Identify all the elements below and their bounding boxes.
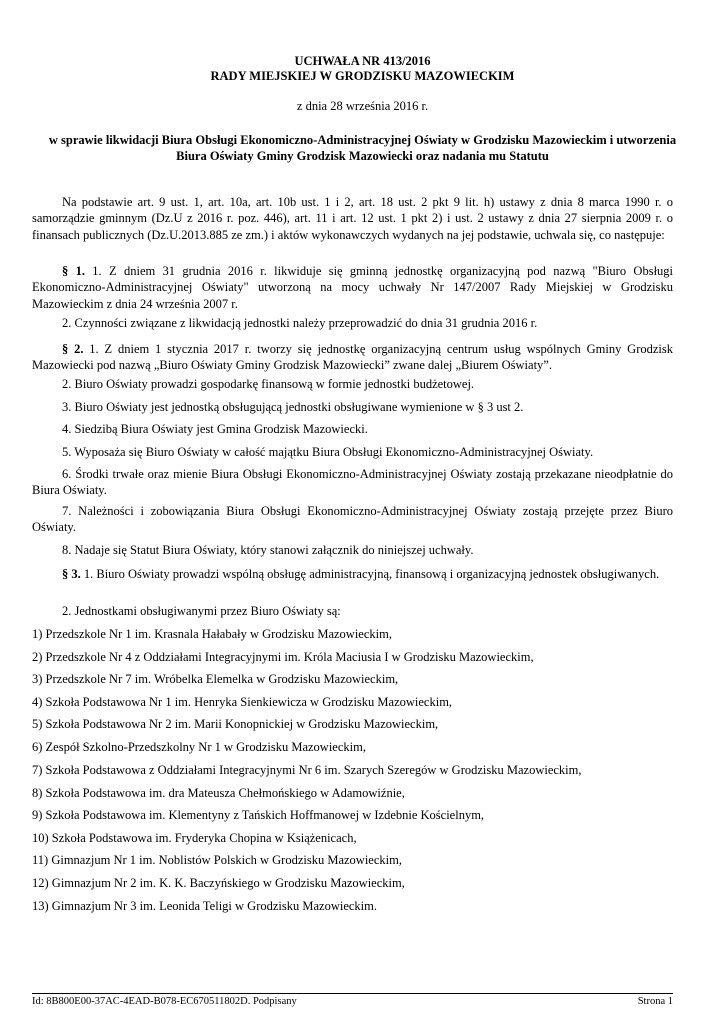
list-item: 5) Szkoła Podstawowa Nr 2 im. Marii Konopnickiej w Grodzisku Mazowieckim, xyxy=(32,717,439,731)
list-item: 1) Przedszkole Nr 1 im. Krasnala Hałabały w Grodzisku Mazowieckim, xyxy=(32,627,392,641)
section-2-paragraph-3: 3. Biuro Oświaty jest jednostką obsługującą jednostki obsługiwane wymienione w § 3 ust 2. xyxy=(62,400,524,414)
list-item: 8) Szkoła Podstawowa im. dra Mateusza Chełmońskiego w Adamowiźnie, xyxy=(32,786,405,800)
resolution-subject: w sprawie likwidacji Biura Obsługi Ekonomiczno-Administracyjnej Oświaty w Grodzisku Mazowieckim i utworzenia Biura Oświaty Gminy Grodzisk Mazowiecki oraz nadania mu Statutu xyxy=(48,133,677,163)
section-2-paragraph-7: 7. Należności i zobowiązania Biura Obsługi Ekonomiczno-Administracyjnej Oświaty zostają przejęte przez Biuro Oświaty. xyxy=(32,504,673,535)
list-item: 2) Przedszkole Nr 4 z Oddziałami Integracyjnymi im. Króla Maciusia I w Grodzisku Mazowieckim, xyxy=(32,650,534,664)
resolution-date: z dnia 28 września 2016 r. xyxy=(296,99,429,113)
section-1-paragraph-1-text: 1. Z dniem 31 grudnia 2016 r. likwiduje się gminną jednostkę organizacyjną pod nazwą "Biuro Obsługi Ekonomiczno-Administracyjnej Oświaty" utworzoną na mocy uchwały Nr 147/2007 Rady Miejskiej w Grodzisku Mazowieckim z dnia 24 września 2007 r. xyxy=(32,264,674,311)
footer-divider xyxy=(32,993,673,994)
section-2-paragraph-4: 4. Siedzibą Biura Oświaty jest Gmina Grodzisk Mazowiecki. xyxy=(62,422,368,436)
section-2-paragraph-2: 2. Biuro Oświaty prowadzi gospodarkę finansową w formie jednostki budżetowej. xyxy=(62,377,475,391)
section-3-paragraph-2: 2. Jednostkami obsługiwanymi przez Biuro Oświaty są: xyxy=(62,604,341,618)
section-3-paragraph-1 xyxy=(32,566,673,582)
list-item: 7) Szkoła Podstawowa z Oddziałami Integracyjnymi Nr 6 im. Szarych Szeregów w Grodzisku Mazowieckim, xyxy=(32,763,582,777)
section-2-paragraph-8: 8. Nadaje się Statut Biura Oświaty, który stanowi załącznik do niniejszej uchwały. xyxy=(62,543,474,557)
document-id: Id: 8B800E00-37AC-4EAD-B078-EC670511802D. Podpisany xyxy=(32,996,297,1007)
section-2-paragraph-6: 6. Środki trwałe oraz mienie Biura Obsługi Ekonomiczno-Administracyjnej Oświaty zostają przekazane nieodpłatnie do Biura Oświaty. xyxy=(32,467,673,498)
section-1-paragraph-2: 2. Czynności związane z likwidacją jednostki należy przeprowadzić do dnia 31 grudnia 2016 r. xyxy=(62,316,538,330)
section-2-paragraph-1 xyxy=(32,341,673,374)
resolution-number: UCHWAŁA NR 413/2016 xyxy=(294,54,431,68)
section-2-mark: § 2. xyxy=(62,342,84,356)
section-1-paragraph-1 xyxy=(32,263,673,312)
list-item: 10) Szkoła Podstawowa im. Fryderyka Chopina w Książenicach, xyxy=(32,831,357,845)
page-number: Strona 1 xyxy=(637,996,673,1007)
list-item: 11) Gimnazjum Nr 1 im. Noblistów Polskich w Grodzisku Mazowieckim, xyxy=(32,853,402,867)
list-item: 4) Szkoła Podstawowa Nr 1 im. Henryka Sienkiewicza w Grodzisku Mazowieckim, xyxy=(32,695,453,709)
section-2-paragraph-1-text: 1. Z dniem 1 stycznia 2017 r. tworzy się jednostkę organizacyjną centrum usług wspólnych Gminy Grodzisk Mazowiecki pod nazwą „Biuro Oświaty Gminy Grodzisk Mazowiecki” zwane dalej „Biurem Oświaty”. xyxy=(32,342,674,373)
section-2-paragraph-5: 5. Wyposaża się Biuro Oświaty w całość majątku Biura Obsługi Ekonomiczno-Administracyjnej Oświaty. xyxy=(62,445,594,459)
section-3-mark: § 3. xyxy=(62,567,81,581)
preamble: Na podstawie art. 9 ust. 1, art. 10a, art. 10b ust. 1 i 2, art. 18 ust. 2 pkt 9 lit. h) ustawy z dnia 8 marca 1990 r. o samorządzie gminnym (Dz.U z 2016 r. poz. 446), art. 11 i art. 12 ust. 1 pkt 2) i ust. 2 ustawy z dnia 27 sierpnia 2009 r. o finansach publicznych (Dz.U.2013.885 ze zm.) i aktów wykonawczych wydanych na jej podstawie, uchwala się, co następuje: xyxy=(32,195,673,242)
list-item: 9) Szkoła Podstawowa im. Klementyny z Tańskich Hoffmanowej w Izdebnie Kościelnym, xyxy=(32,808,485,822)
list-item: 13) Gimnazjum Nr 3 im. Leonida Teligi w Grodzisku Mazowieckim. xyxy=(32,899,378,913)
list-item: 12) Gimnazjum Nr 2 im. K. K. Baczyńskiego w Grodzisku Mazowieckim, xyxy=(32,876,405,890)
list-item: 3) Przedszkole Nr 7 im. Wróbelka Elemelka w Grodzisku Mazowieckim, xyxy=(32,672,399,686)
section-3-paragraph-1-text: 1. Biuro Oświaty prowadzi wspólną obsługę administracyjną, finansową i organizacyjną jednostek obsługiwanych. xyxy=(80,567,660,581)
list-item: 6) Zespół Szkolno-Przedszkolny Nr 1 w Grodzisku Mazowieckim, xyxy=(32,740,366,754)
council-name: RADY MIEJSKIEJ W GRODZISKU MAZOWIECKIM xyxy=(210,69,515,83)
section-1-mark: § 1. xyxy=(62,264,85,278)
